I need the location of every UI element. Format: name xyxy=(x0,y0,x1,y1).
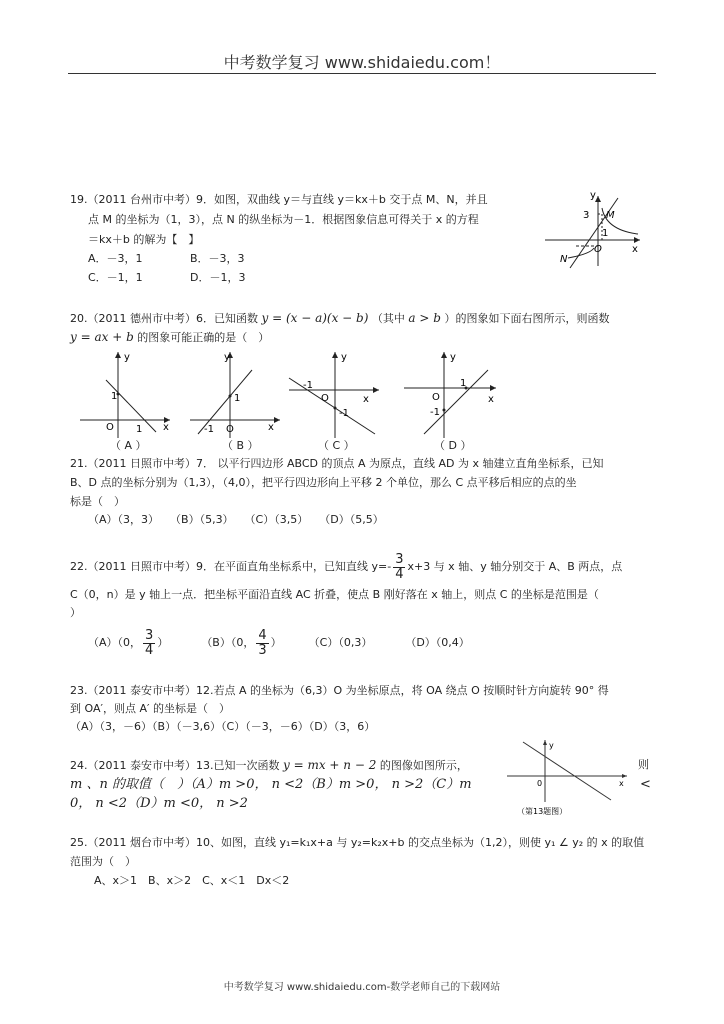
q20-c-y: y xyxy=(341,352,347,363)
q20-b-t2: -1 xyxy=(204,424,214,435)
q19-fig-3: 3 xyxy=(583,210,590,221)
q19-option-d: D．－1，3 xyxy=(190,271,246,284)
q20-b-o: O xyxy=(226,424,234,435)
q20-line2-b: 的图象可能正确的是（ ） xyxy=(137,331,270,344)
q19-figure xyxy=(540,188,650,270)
q22-line1-a: 22.（2011 日照市中考）9．在平面直角坐标系中，已知直线 y=- xyxy=(70,560,392,573)
q22-opt-a-2: ） xyxy=(157,636,169,649)
q19-line2: 点 M 的坐标为（1，3），点 N 的纵坐标为－1．根据图象信息可得关于 x 的方程 xyxy=(88,213,479,226)
q20-c-o: O xyxy=(321,393,329,404)
q22-opt-c: （C）（0,3） xyxy=(308,636,373,649)
q24-line1-right: 则 xyxy=(638,758,649,771)
q20-b-x: x xyxy=(268,422,274,433)
q24-line1-a: 24.（2011 泰安市中考）13.已知一次函数 xyxy=(70,759,280,772)
q20-a-t1: 1 xyxy=(111,391,118,402)
q22-line3: ） xyxy=(70,606,81,619)
q20-c-t1: -1 xyxy=(303,380,313,391)
q20-b-y: y xyxy=(224,352,230,363)
q22-opt-a-1: （A）（0， xyxy=(88,636,142,649)
q20-c-x: x xyxy=(363,394,369,405)
q19-option-c: C．－1，1 xyxy=(88,271,143,284)
header-rule xyxy=(68,73,656,74)
q20-a-o: O xyxy=(106,422,114,433)
q24-fig-caption: （第13题图） xyxy=(517,807,568,816)
q22-opt-a-num: 3 xyxy=(145,627,154,643)
q20-line2 xyxy=(70,330,269,345)
q20-d-o: O xyxy=(432,392,440,403)
q24-line2-right: < xyxy=(640,777,651,792)
q20-graph-d xyxy=(400,348,500,440)
q21-options: （A）（3，3） （B）（5,3） （C）（3,5） （D）（5,5） xyxy=(88,513,384,526)
q20-graph-a xyxy=(78,348,173,440)
q24-line3: 0， n <2（D）m <0， n >2 xyxy=(70,796,248,811)
q20-b-label: （ B ） xyxy=(222,439,259,452)
q23-line1: 23.（2011 泰安市中考）12.若点 A 的坐标为（6,3）O 为坐标原点，将 OA 绕点 O 按顺时针方向旋转 90° 得 xyxy=(70,684,609,697)
q20-line1 xyxy=(70,311,609,326)
q19-line1: 19.（2011 台州市中考）9．如图，双曲线 y＝与直线 y＝kx＋b 交于点 M、N，并且 xyxy=(70,193,488,206)
q19-fig-m: M xyxy=(606,210,615,221)
q20-d-label: （ D ） xyxy=(434,439,472,452)
q20-b-t1: 1 xyxy=(234,393,241,404)
q22-opt-b-num: 4 xyxy=(258,627,267,643)
q22-opt-b-frac xyxy=(256,629,268,658)
page-header: 中考数学复习 www.shidaiedu.com！ xyxy=(223,53,501,72)
q20-graph-c xyxy=(283,348,383,440)
q23-options: （A）（3，－6）（B）（－3,6）（C）（－3，－6）（D）（3，6） xyxy=(70,720,376,733)
q19-option-a: A．－3，1 xyxy=(88,252,143,265)
q22-line1-b: x+3 与 x 轴、y 轴分别交于 A、B 两点，点 xyxy=(407,560,623,573)
q24-formula: y = mx + n − 2 xyxy=(282,758,377,772)
q22-opt-d: （D）（0,4） xyxy=(405,636,470,649)
q20-formula-3: y = ax + b xyxy=(70,330,134,344)
q21-line3: 标是（ ） xyxy=(70,495,125,508)
q22-frac-den: 4 xyxy=(395,566,404,582)
q24-fig-x: x xyxy=(619,779,624,788)
q19-option-b: B．－3，3 xyxy=(190,252,245,265)
q22-opt-b-den: 3 xyxy=(258,642,267,658)
q25-line1: 25.（2011 烟台市中考）10、如图，直线 y₁=k₁x+a 与 y₂=k₂x+b 的交点坐标为（1,2），则使 y₁ ∠ y₂ 的 x 的取值 xyxy=(70,836,645,849)
q24-line1-b: 的图像如图所示， xyxy=(379,759,468,772)
q24-fig-y: y xyxy=(549,741,554,750)
q24-figure xyxy=(505,738,633,818)
q20-line1-b: （其中 xyxy=(371,312,405,325)
q19-fig-o: O xyxy=(594,244,602,255)
q22-options xyxy=(88,628,470,658)
q22-opt-b-1: （B）（0， xyxy=(201,636,255,649)
q22-line1 xyxy=(70,552,622,582)
q20-d-t1: 1 xyxy=(460,378,467,389)
q22-frac-num: 3 xyxy=(395,551,404,567)
q19-fig-x: x xyxy=(632,244,638,255)
q19-fig-1: 1 xyxy=(602,228,609,239)
q22-line2: C（0，n）是 y 轴上一点．把坐标平面沿直线 AC 折叠，使点 B 刚好落在 x 轴上，则点 C 的坐标是范围是（ xyxy=(70,588,599,601)
q22-opt-a-den: 4 xyxy=(145,642,154,658)
q20-d-y: y xyxy=(450,352,456,363)
q24-fig-o: 0 xyxy=(537,779,543,788)
q20-d-x: x xyxy=(488,394,494,405)
q20-graph-b xyxy=(188,348,283,440)
q20-c-t2: -1 xyxy=(339,408,349,419)
q20-line1-a: 20.（2011 德州市中考）6．已知函数 xyxy=(70,312,258,325)
q20-a-y: y xyxy=(124,352,130,363)
q21-line1: 21.（2011 日照市中考）7． 以平行四边形 ABCD 的顶点 A 为原点，直线 AD 为 x 轴建立直角坐标系，已知 xyxy=(70,457,604,470)
q19-fig-y: y xyxy=(590,190,596,201)
q20-line1-d: ）的图象如下面右图所示，则函数 xyxy=(444,312,610,325)
q20-formula-2: a > b xyxy=(408,311,441,325)
q19-fig-n: N xyxy=(560,254,568,265)
q20-a-label: （ A ） xyxy=(110,439,147,452)
q20-a-t2: 1 xyxy=(136,424,143,435)
q25-line2: 范围为（ ） xyxy=(70,855,136,868)
q20-a-x: x xyxy=(163,422,169,433)
q20-c-label: （ C ） xyxy=(318,439,355,452)
page-footer: 中考数学复习 www.shidaiedu.com-数学老师自己的下载网站 xyxy=(223,982,501,993)
q20-formula-1: y = (x − a)(x − b) xyxy=(261,311,369,325)
q20-d-t2: -1 xyxy=(430,407,440,418)
q24-line1 xyxy=(70,758,468,773)
q21-line2: B、D 点的坐标分别为（1,3），（4,0），把平行四边形向上平移 2 个单位，那么 C 点平移后相应的点的坐 xyxy=(70,476,577,489)
q23-line2: 到 OA′，则点 A′ 的坐标是（ ） xyxy=(70,702,230,715)
q24-line2: m 、n 的取值（ ）（A）m >0， n <2（B）m >0， n >2（C）m xyxy=(70,777,472,792)
q25-options: A、x＞1 B、x＞2 C、x＜1 Dx＜2 xyxy=(94,874,290,887)
q22-opt-a-frac xyxy=(143,629,155,658)
q22-opt-b-2: ） xyxy=(270,636,282,649)
q19-line3: ＝kx＋b 的解为【 】 xyxy=(88,233,200,246)
q22-fraction xyxy=(393,553,405,582)
